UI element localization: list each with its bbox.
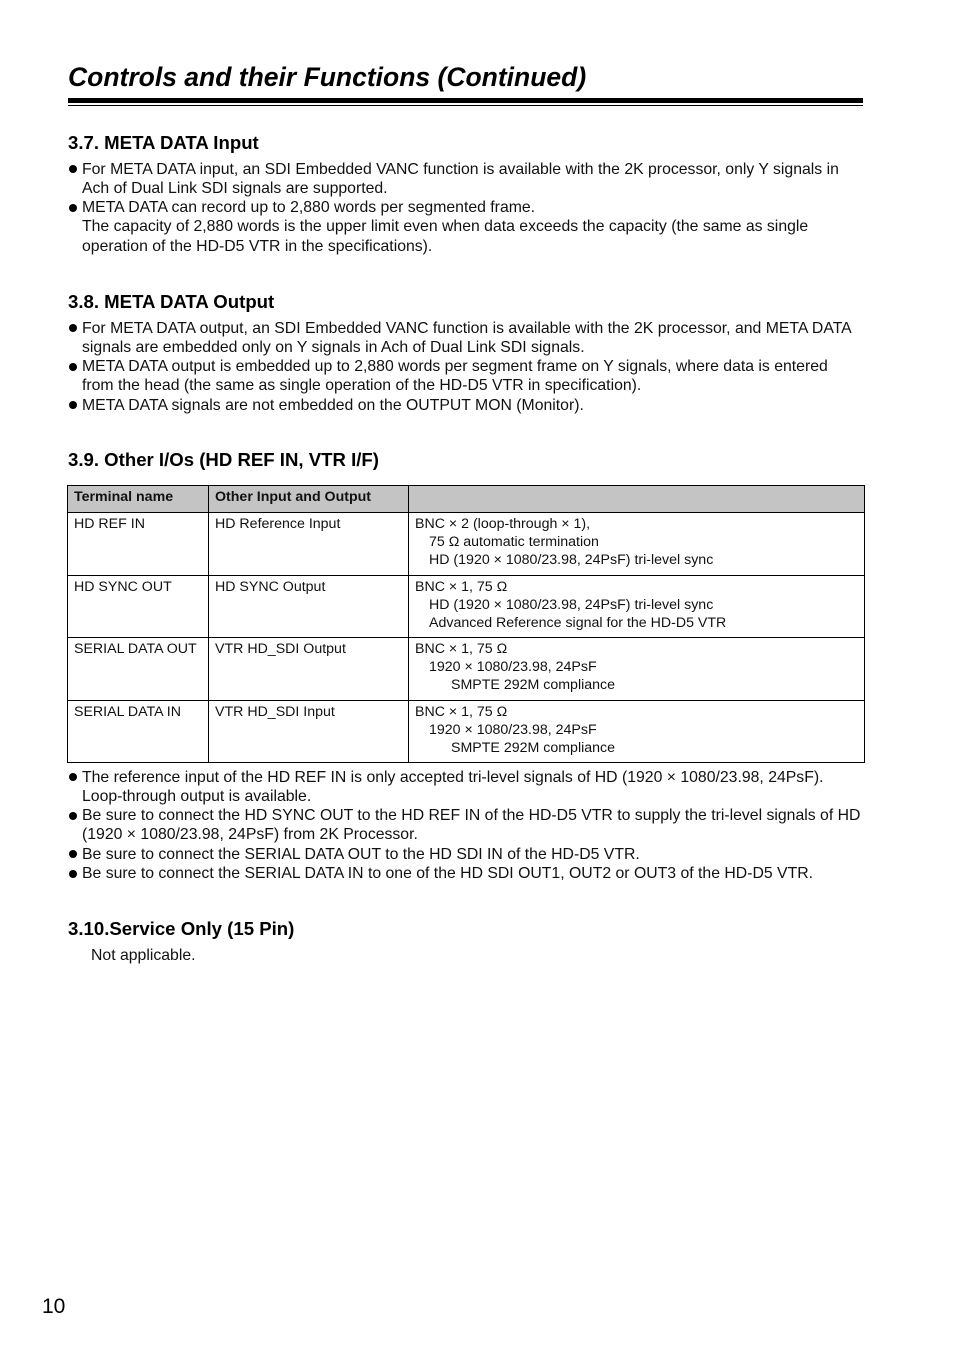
page-title: Controls and their Functions (Continued) [68, 62, 587, 92]
terminal-cell: HD REF IN [68, 513, 209, 576]
spec-line: 1920 × 1080/23.98, 24PsF [429, 659, 597, 675]
table-row [68, 575, 865, 638]
title-rule-thin [68, 105, 863, 107]
spec-line: BNC × 1, 75 Ω [415, 578, 508, 595]
header-cell-terminal-name: Terminal name [68, 486, 209, 513]
bullet-dot-icon [69, 204, 77, 212]
bullet-item [68, 396, 852, 415]
service-only-text: Not applicable. [91, 946, 196, 964]
spec-line: 1920 × 1080/23.98, 24PsF [429, 721, 597, 738]
function-cell: HD SYNC Output [209, 575, 409, 638]
bullet-line: Loop-through output is available. [82, 787, 312, 805]
header-cell-other-input-output: Other Input and Output [209, 486, 409, 513]
bullet-line: Be sure to connect the HD SYNC OUT to the HD REF IN of the HD-D5 VTR to supply the tri-level signals of HD [82, 807, 861, 825]
io-table [67, 485, 865, 763]
spec-line: 75 Ω automatic termination [429, 534, 599, 550]
bullet-line: Be sure to connect the SERIAL DATA IN to one of the HD SDI OUT1, OUT2 or OUT3 of the HD-D5 VTR. [82, 864, 814, 882]
table-row [68, 513, 865, 576]
terminal-cell: SERIAL DATA IN [68, 700, 209, 763]
bullet-line: For META DATA output, an SDI Embedded VANC function is available with the 2K processor, and META DATA [82, 319, 852, 337]
section-heading-other-ios: 3.9. Other I/Os (HD REF IN, VTR I/F) [68, 449, 379, 470]
spec-line: SMPTE 292M compliance [451, 739, 616, 756]
bullet-item [68, 845, 860, 864]
section-heading-meta-data-output: 3.8. META DATA Output [68, 291, 275, 312]
spec-line: BNC × 1, 75 Ω [415, 703, 508, 720]
bullet-item [68, 319, 852, 358]
page-number: 10 [42, 1295, 66, 1318]
header-cell-blank [409, 486, 865, 513]
spec-line: SMPTE 292M compliance [451, 677, 616, 693]
bullet-dot-icon [69, 363, 77, 371]
bullet-line: META DATA output is embedded up to 2,880 words per segment frame on Y signals, where data is entered [82, 358, 828, 376]
spec-line: Advanced Reference signal for the HD-D5 VTR [429, 614, 727, 631]
bullet-dot-icon [69, 165, 77, 173]
bullet-item [68, 357, 852, 396]
function-cell: VTR HD_SDI Output [209, 638, 409, 701]
bullet-dot-icon [69, 850, 77, 858]
terminal-cell: HD SYNC OUT [68, 575, 209, 638]
bullet-line: META DATA can record up to 2,880 words per segmented frame. [82, 199, 536, 217]
bullet-dot-icon [69, 773, 77, 781]
bullet-item [68, 160, 839, 199]
spec-line: BNC × 1, 75 Ω [415, 641, 508, 657]
bullet-item [68, 864, 860, 883]
table-header-row [68, 486, 865, 513]
terminal-cell: SERIAL DATA OUT [68, 638, 209, 701]
bullet-line: The capacity of 2,880 words is the upper limit even when data exceeds the capacity (the same as single [82, 218, 809, 236]
bullet-dot-icon [69, 812, 77, 820]
bullet-dot-icon [69, 324, 77, 332]
spec-line: HD (1920 × 1080/23.98, 24PsF) tri-level sync [429, 596, 714, 613]
bullet-line: from the head (the same as single operation of the HD-D5 VTR in specification). [82, 377, 642, 395]
spec-cell [409, 700, 865, 763]
table-row [68, 638, 865, 701]
table-row [68, 700, 865, 763]
function-cell: HD Reference Input [209, 513, 409, 576]
bullet-item [68, 768, 860, 807]
bullet-line: Be sure to connect the SERIAL DATA OUT to the HD SDI IN of the HD-D5 VTR. [82, 845, 640, 863]
bullet-line: Ach of Dual Link SDI signals are supported. [82, 179, 388, 197]
bullet-line: (1920 × 1080/23.98, 24PsF) from 2K Processor. [82, 826, 418, 844]
bullet-list-other-ios-notes [68, 768, 860, 884]
title-rule-thick [68, 98, 863, 103]
section-heading-meta-data-input: 3.7. META DATA Input [68, 132, 259, 153]
bullet-line: The reference input of the HD REF IN is only accepted tri-level signals of HD (1920 × 1080/23.98, 24PsF). [82, 768, 824, 786]
spec-line: BNC × 2 (loop-through × 1), [415, 516, 591, 532]
bullet-dot-icon [69, 401, 77, 409]
bullet-list-meta-data-output [68, 319, 852, 415]
bullet-list-meta-data-input [68, 160, 839, 256]
spec-cell [409, 575, 865, 638]
bullet-item [68, 198, 839, 256]
spec-line: HD (1920 × 1080/23.98, 24PsF) tri-level sync [429, 552, 714, 568]
section-heading-service-only: 3.10.Service Only (15 Pin) [68, 918, 295, 939]
bullet-item [68, 806, 860, 845]
spec-cell [409, 638, 865, 701]
function-cell: VTR HD_SDI Input [209, 700, 409, 763]
bullet-line: For META DATA input, an SDI Embedded VANC function is available with the 2K processor, only Y signals in [82, 160, 839, 178]
bullet-line: signals are embedded only on Y signals in Ach of Dual Link SDI signals. [82, 338, 585, 356]
bullet-line: META DATA signals are not embedded on the OUTPUT MON (Monitor). [82, 396, 584, 414]
bullet-line: operation of the HD-D5 VTR in the specifications). [82, 237, 433, 255]
bullet-dot-icon [69, 870, 77, 878]
spec-cell [409, 513, 865, 576]
